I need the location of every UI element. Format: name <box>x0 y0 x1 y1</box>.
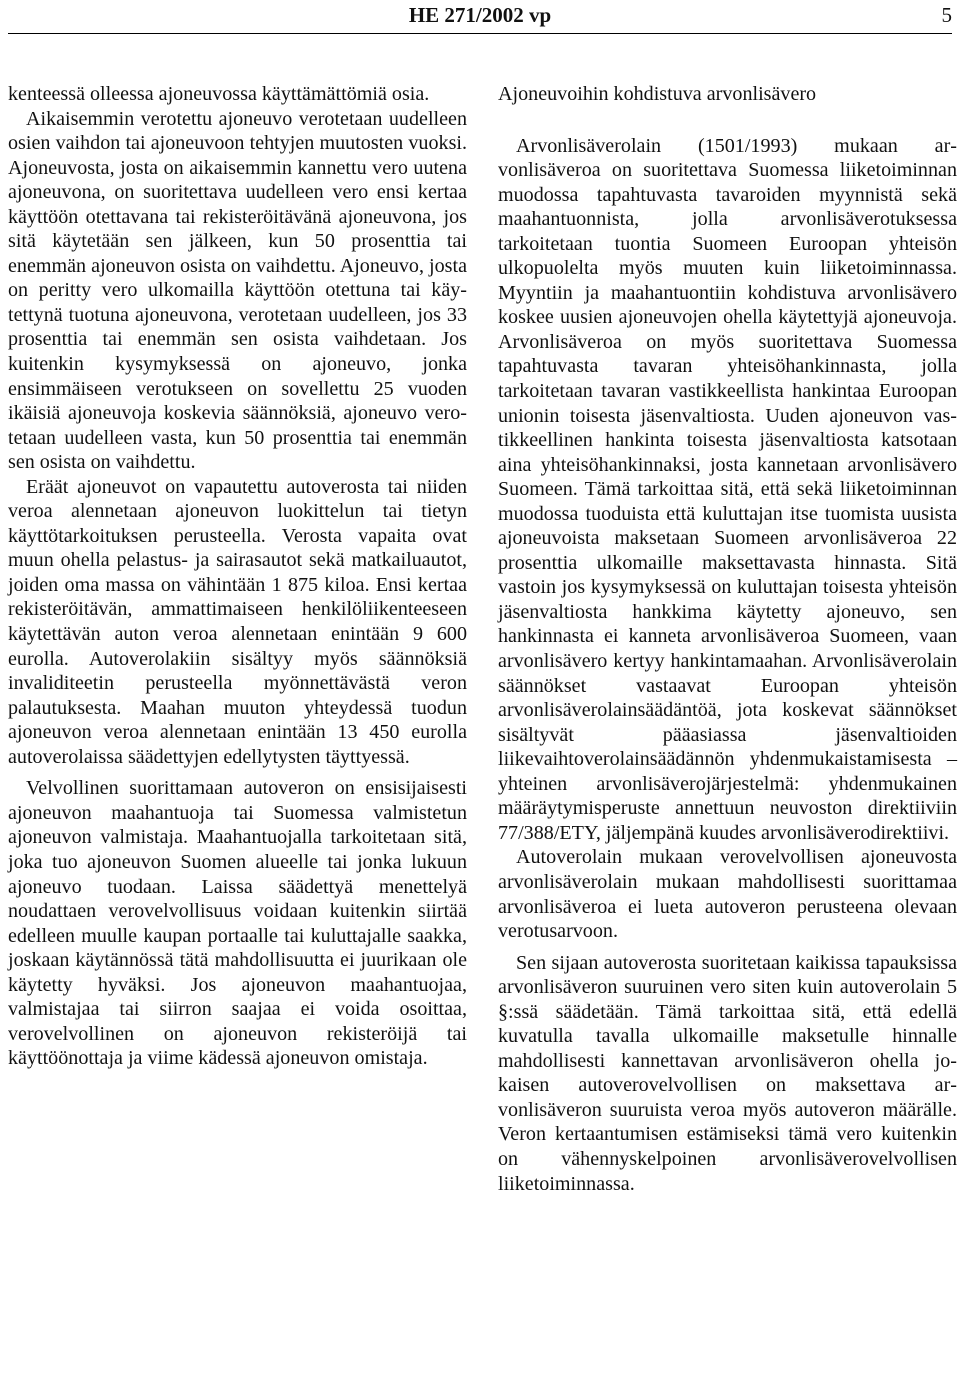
paragraph: Eräät ajoneuvot on vapautettu autoverosta tai niiden veroa alennetaan ajoneuvon luokittelun tai tietyn käyttötarkoituksen perusteella. Verosta vapaita ovat muun ohella pelastus- ja sairasautot sekä matkailuautot, joiden oma massa on vähintään 1 875 kiloa. Ensi kertaa rekisteröitävän, ammattimaiseen henkilöliikenteeseen käytettävän auton veroa alennetaan enintään 9 600 eurolla. Autoverolakiin sisältyy myös säännöksiä invaliditeetin perusteella myönnettävästä veron palautuksesta. Maahan muuton yhteydessä tuodun ajoneuvon veroa alennetaan enintään 13 450 eurolla autoverolaissa säädettyjen edellytysten täyttyessä. <box>8 475 467 768</box>
page-header <box>0 0 960 30</box>
paragraph: kenteessä olleessa ajoneuvossa käyttämättömiä osia. <box>8 83 430 105</box>
document-id: HE 271/2002 vp <box>408 3 552 27</box>
paragraph: Arvonlisäverolain (1501/1993) mukaan arvonlisäveroa on suoritettava Suomessa liiketoiminnan muodossa tapahtuvasta tavaroiden myynnistä sekä maahantuonnista, jolla arvonlisäverotuksessa tarkoitetaan tuontia Suomeen Euroopan yhteisön ulkopuolelta myös muuten kuin liiketoiminnassa. Myyntiin ja maahantuontiin kohdistuva arvonlisävero koskee uusien ajoneuvojen ohella käytettyjä ajoneuvoja. Arvonlisäveroa on myös suoritettava Suomessa tapahtuvasta tavaran yhteisöhankinnasta, jolla tarkoitetaan tavaran vastikkeellista hankintaa Euroopan unionin toisesta jäsenvaltiosta. Uuden ajoneuvon vastikkeellinen hankinta toisesta jäsenvaltiosta katsotaan aina yhteisöhankinnaksi, josta kannetaan arvonlisävero Suomeen. Tämä tarkoittaa sitä, että sekä liiketoiminnan muodossa tuoduista että kuluttajan itse tuomista uusista ajoneuvoista maksetaan Suomeen arvonlisäveroa 22 prosenttia ulkomaille maksettavasta hinnasta. Sitä vastoin jos kysymyksessä on kuluttajan toisesta yhteisön jäsenvaltiosta hankkima käytetty ajoneuvo, sen hankinnasta ei kanneta arvonlisäveroa Suomeen, vaan arvonlisävero kertyy hankintamaahan. Arvonlisäverolain säännökset vastaavat Euroopan yhteisön arvonlisäverolainsäädäntöä, jota koskevat säännökset sisältyvät pääasiassa jäsenvaltioiden liikevaihtoverolainsäädännön yhdenmukaistamisesta – yhteinen arvonlisäverojärjestelmä: yhdenmukainen määräytymisperuste annettuun neuvoston direktiiviin 77/388/ETY, jäljempänä kuudes arvonlisäverodirektiivi. <box>498 134 957 844</box>
section-heading: Ajoneuvoihin kohdistuva arvonlisävero <box>498 83 817 105</box>
page-number: 5 <box>941 3 952 27</box>
paragraph: Velvollinen suorittamaan autoveron on ensisijaisesti ajoneuvon maahantuoja tai Suomessa valmistetun ajoneuvon valmistaja. Maahantuojalla tarkoitetaan sitä, joka tuo ajoneuvon Suomen alueelle tai jonka lukuun ajoneuvo tuodaan. Laissa säädettyä menettelyä noudattaen verovelvollisuus voidaan kuitenkin siirtää edelleen muulle kaupan portaalle tai kuluttajalle saakka, joskaan käytännössä tätä mahdollisuutta ei juurikaan ole käytetty hyväksi. Jos ajoneuvon maahantuojaa, valmistajaa tai siirron saajaa ei voida osoittaa, verovelvollinen on ajoneuvon rekisteröijä tai käyttöönottaja ja viime kädessä ajoneuvon omistaja. <box>8 777 467 1070</box>
paragraph: Aikaisemmin verotettu ajoneuvo verotetaan uudelleen osien vaihdon tai ajoneuvoon tehtyjen muutosten vuoksi. Ajoneuvosta, josta on aikaisemmin kannettu vero uutena ajoneuvona, on suoritettava uudelleen vero ensi kertaa käyttöön otettavana tai rekisteröitävänä ajoneuvona, jos sitä käytetään sen jälkeen, kun 50 prosenttia tai enemmän ajoneuvon osista on vaihdettu. Ajoneuvo, josta on peritty vero ulkomailla käyttöön otettuna tai käytettynä tuotuna ajoneuvona, verotetaan uudelleen, jos 33 prosenttia tai enemmän sen osista vaihdetaan. Jos kuitenkin kysymyksessä on ajoneuvo, jonka ensimmäiseen verotukseen on sovellettu 25 vuoden ikäisiä ajoneuvoja koskevia säännöksiä, ajoneuvo verotetaan uudelleen vasta, kun 50 prosenttia tai enemmän sen osista on vaihdettu. <box>8 107 467 474</box>
paragraph: Autoverolain mukaan verovelvollisen ajoneuvosta arvonlisäverolain mukaan mahdollisesti suorittamaa arvonlisäveroa ei lueta autoveron perusteena olevaan verotusarvoon. <box>498 846 957 943</box>
header-rule <box>8 33 952 34</box>
right-column <box>498 82 957 1196</box>
paragraph: Sen sijaan autoverosta suoritetaan kaikissa tapauksissa arvonlisäveron suuruinen vero siten kuin autoverolain 5 §:ssä säädetään. Tämä tarkoittaa sitä, että edellä kuvatulla tavalla ulkomaille maksetulle hinnalle mahdollisesti kannettavan arvonlisäveron ohella jokaisen autoverovelvollisen on maksettava arvonlisäveron suuruista veroa myös autoveron määrälle. Veron kertaantumisen estämiseksi tämä vero kuitenkin on vähennyskelpoinen arvonlisäverovelvollisen liiketoiminnassa. <box>498 951 957 1195</box>
left-column <box>8 82 467 1071</box>
